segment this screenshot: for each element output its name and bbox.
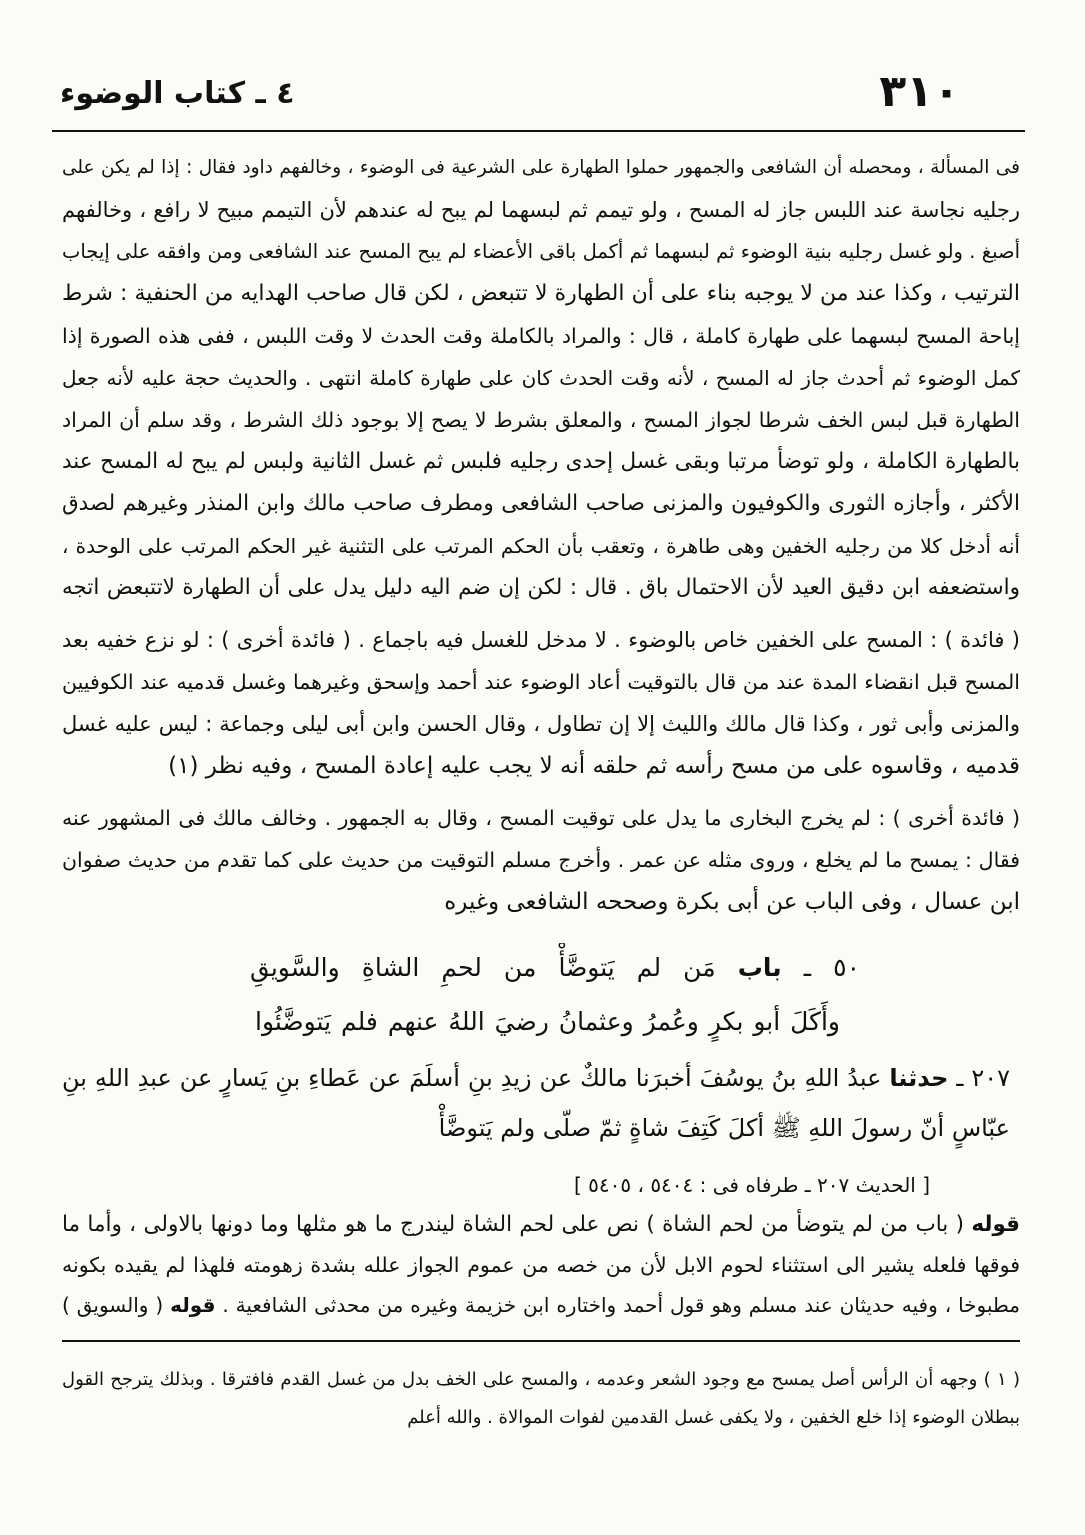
text-line: المسح قبل انقضاء المدة عند من قال بالتوقيت أعاد الوضوء عند أحمد وإسحق وغيرهما وغسل قدميه عند الكوفيين [62, 670, 1020, 694]
haddathana-label: حدثنا [889, 1064, 949, 1092]
paragraph-3 [62, 797, 1020, 923]
text-line: بالطهارة الكاملة ، ولو توضأ مرتبا وبقى غسل إحدى رجليه فلبس ثم غسل الثانية ولبس لم يبح له المسح عند [62, 449, 1020, 474]
text-line: إباحة المسح لبسهما على طهارة كاملة ، قال : والمراد بالكاملة وقت الحدث لا وقت اللبس ، ففى هذه الصورة إذا [62, 324, 1020, 348]
hadith-text [62, 1053, 1010, 1153]
chapter-subtitle: وأَكَلَ أبو بكرٍ وعُمرُ وعثمانُ رضيَ اللهُ عنهم فلم يَتوضَّئُوا [255, 1007, 840, 1036]
footnote [62, 1361, 1020, 1437]
text-line: فى المسألة ، ومحصله أن الشافعى والجمهور حملوا الطهارة على الشرعية فى الوضوء ، وخالفهم داود فقال : إذا لم يكن على [62, 157, 1020, 178]
commentary-line: فوقها فلعله يشير الى استثناء لحوم الابل لأن من خصه من عموم الجواز علله بشدة زهومته فلهذا لم يقيده بكونه [62, 1253, 1020, 1277]
header-rule [52, 130, 1025, 132]
bab-label: باب [737, 953, 782, 982]
commentary [62, 1205, 1020, 1325]
paragraph-1 [62, 147, 1020, 609]
page-number: ٣١٠ [879, 66, 960, 117]
hadith-reference [62, 1166, 930, 1204]
paragraph-2 [62, 619, 1020, 787]
chapter-title: مَن لم يَتوضَّأْ من لحمِ الشاةِ والسَّويقِ [250, 953, 716, 982]
text-line: والمزنى وأبى ثور ، وكذا قال مالك والليث إلا إن تطاول ، وقال الحسن وابن أبى ليلى وجماعة : ليس عليه غسل [62, 712, 1020, 736]
chapter-subtitle-block [255, 997, 840, 1047]
reference-line: [ الحديث ٢٠٧ ـ طرفاه فى : ٥٤٠٤ ، ٥٤٠٥ ] [574, 1173, 930, 1197]
commentary-text: مطبوخا ، وفيه حديثان عند مسلم وهو قول أحمد واختاره ابن خزيمة وغيره من محدثى الشافعية . [222, 1293, 1020, 1317]
footnote-line: ( ١ ) وجهه أن الرأس أصل يمسح مع وجود الشعر وعدمه ، والمسح على الخف بدل من غسل القدم فافترقا . وبذلك يترجح القول [62, 1369, 1020, 1390]
chapter-number: ٥٠ ـ [803, 953, 860, 982]
text-line: واستضعفه ابن دقيق العيد لأن الاحتمال باق . قال : لكن إن ضم اليه دليل يدل على أن الطهارة لاتتبعض اتجه [62, 575, 1020, 600]
text-line: فقال : يمسح ما لم يخلع ، وروى مثله عن عمر . وأخرج مسلم التوقيت من حديث على كما تقدم من حديث صفوان [62, 848, 1020, 872]
text-line: رجليه نجاسة عند اللبس جاز له المسح ، ولو تيمم ثم لبسهما لم يبح له عندهم لأن التيمم مبيح لا رافع ، وخالفهم [62, 198, 1020, 222]
hadith-number: ٢٠٧ ـ [956, 1064, 1010, 1092]
commentary-line [62, 1205, 1020, 1245]
text-line: الترتيب ، وكذا عند من لا يوجبه بناء على أن الطهارة لا تتبعض ، لكن قال صاحب الهدايه من الحنفية : شرط [62, 281, 1020, 306]
hadith-isnad: عبدُ اللهِ بنُ يوسُفَ أخبرَنا مالكٌ عن زيدِ بنِ أسلَمَ عن عَطاءِ بنِ يَسارٍ عن عبدِ اللهِ بنِ [62, 1064, 882, 1092]
hadith-line: عبّاسٍ أنّ رسولَ اللهِ ﷺ أكلَ كَتِفَ شاةٍ ثمّ صلّى ولم يَتوضَّأْ [438, 1114, 1010, 1142]
qawluhu-label: قوله [971, 1212, 1020, 1237]
commentary-text: ( والسويق ) [62, 1293, 164, 1317]
text-line: ( فائدة ) : المسح على الخفين خاص بالوضوء . لا مدخل للغسل فيه باجماع . ( فائدة أخرى ) : لو نزع خفيه بعد [62, 628, 1020, 652]
footnote-line: ببطلان الوضوء إذا خلع الخفين ، ولا يكفى غسل القدمين لفوات الموالاة . والله أعلم [407, 1407, 1020, 1428]
commentary-line [62, 1285, 1020, 1325]
hadith-line [62, 1053, 1010, 1103]
text-line: ( فائدة أخرى ) : لم يخرج البخارى ما يدل على توقيت المسح ، وقال به الجمهور . وخالف مالك فى المشهور عنه [62, 806, 1020, 830]
footnote-rule [62, 1340, 1020, 1342]
text-line: الأكثر ، وأجازه الثورى والكوفيون والمزنى صاحب الشافعى ومطرف صاحب مالك وابن المنذر وغيرهم لصدق [62, 491, 1020, 516]
running-header-chapter: ٤ ـ كتاب الوضوء [60, 76, 295, 111]
qawluhu-label: قوله [170, 1293, 216, 1317]
commentary-text: ( باب من لم يتوضأ من لحم الشاة ) نص على لحم الشاة ليندرج ما هو مثلها وما دونها بالاولى ، وأما ما [62, 1212, 964, 1237]
text-line: أصبغ . ولو غسل رجليه بنية الوضوء ثم لبسهما ثم أكمل باقى الأعضاء لم يبح المسح عند الشافعى ومن وافقه على إيجاب [62, 240, 1020, 263]
chapter-heading [250, 943, 860, 993]
text-line: أنه أدخل كلا من رجليه الخفين وهى طاهرة ، وتعقب بأن الحكم المرتب على التثنية غير الحكم المرتب على الوحدة ، [62, 534, 1020, 558]
text-line: ابن عسال ، وفى الباب عن أبى بكرة وصححه الشافعى وغيره [444, 889, 1020, 915]
text-line: قدميه ، وقاسوه على من مسح رأسه ثم حلقه أنه لا يجب عليه إعادة المسح ، وفيه نظر (١) [168, 753, 1020, 779]
text-line: كمل الوضوء ثم أحدث جاز له المسح ، لأنه وقت الحدث كان على طهارة كاملة انتهى . والحديث حجة عليه لأنه جعل [62, 366, 1020, 390]
text-line: الطهارة قبل لبس الخف شرطا لجواز المسح ، والمعلق بشرط لا يصح إلا بوجود ذلك الشرط ، وقد سلم أن المراد [62, 408, 1020, 432]
chapter-title-line [250, 943, 860, 993]
